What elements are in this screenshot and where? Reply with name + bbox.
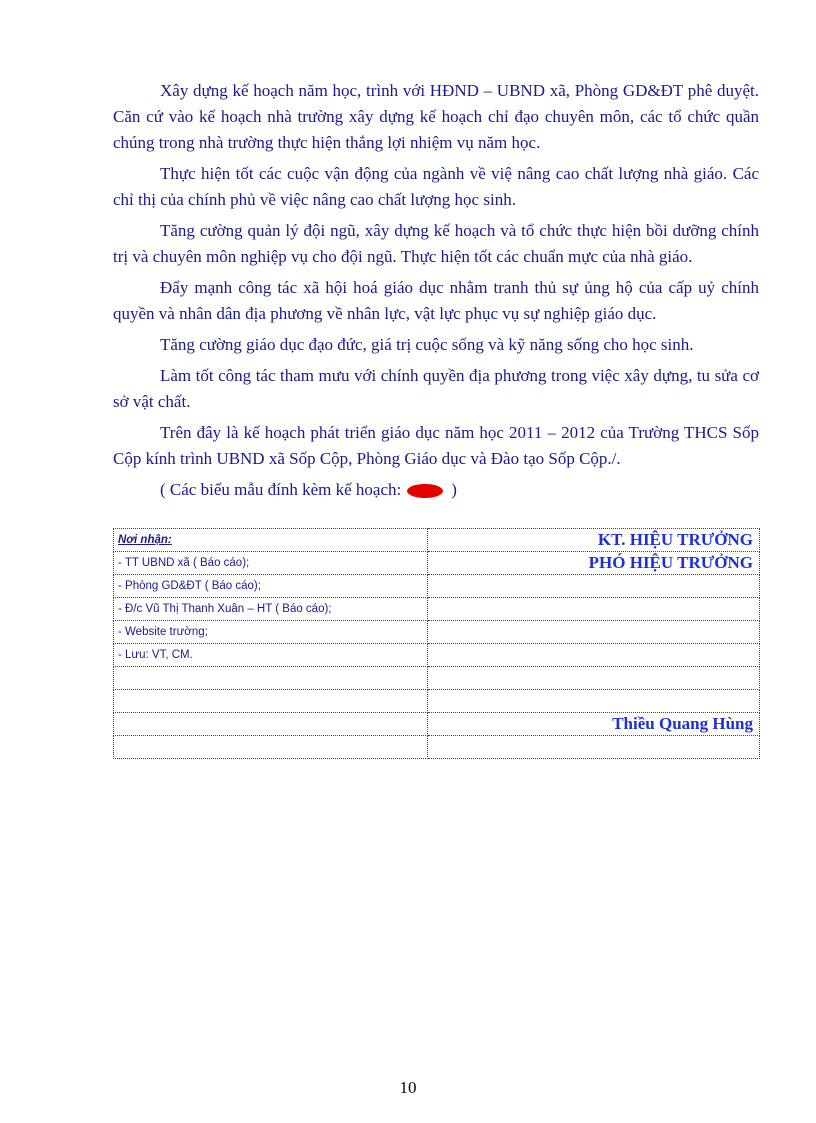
recipient-item: - Website trường; <box>114 621 428 644</box>
paragraph-planning: Xây dựng kế hoạch năm học, trình với HĐND – UBND xã, Phòng GD&ĐT phê duyệt. Căn cứ vào kế hoạch nhà trường xây dựng kế hoạch chỉ đạo chuyên môn, các tổ chức quần chúng trong nhà trường thực hiện thắng lợi nhiệm vụ năm học. <box>113 81 759 152</box>
recipient-item: - Phòng GD&ĐT ( Báo cáo); <box>114 575 428 598</box>
signature-title-line1: KT. HIỆU TRƯỞNG <box>428 529 760 552</box>
empty-cell <box>428 690 760 713</box>
table-row <box>114 667 760 690</box>
attachment-note <box>113 477 759 503</box>
table-row <box>114 644 760 667</box>
table-row <box>114 552 760 575</box>
paragraph-moral-education: Tăng cường giáo dục đạo đức, giá trị cuộc sống và kỹ năng sống cho học sinh. <box>160 335 694 354</box>
signer-name: Thiều Quang Hùng <box>428 713 760 736</box>
recipient-item: - Lưu: VT, CM. <box>114 644 428 667</box>
empty-cell <box>114 667 428 690</box>
table-row <box>114 575 760 598</box>
table-row <box>114 713 760 736</box>
table-row <box>114 736 760 759</box>
page-number: 10 <box>399 1078 417 1097</box>
table-row <box>114 529 760 552</box>
signature-table <box>113 528 760 759</box>
recipient-item: - Đ/c Vũ Thị Thanh Xuân – HT ( Báo cáo); <box>114 598 428 621</box>
paragraph-staff-management: Tăng cường quản lý đội ngũ, xây dựng kế hoạch và tổ chức thực hiện bồi dưỡng chính trị và chuyên môn nghiệp vụ cho đội ngũ. Thực hiện tốt các chuẩn mực của nhà giáo. <box>113 221 759 266</box>
paragraph-advisory: Làm tốt công tác tham mưu với chính quyền địa phương trong việc xây dựng, tu sửa cơ sở vật chất. <box>113 366 759 411</box>
empty-cell <box>114 736 428 759</box>
empty-cell <box>428 621 760 644</box>
empty-cell <box>428 644 760 667</box>
signature-title-line2: PHÓ HIỆU TRƯỞNG <box>428 552 760 575</box>
empty-cell <box>114 713 428 736</box>
paragraph-conclusion: Trên đây là kế hoạch phát triển giáo dục năm học 2011 – 2012 của Trường THCS Sốp Cộp kính trình UBND xã Sốp Cộp, Phòng Giáo dục và Đào tạo Sốp Cộp./. <box>113 423 759 468</box>
attachment-prefix: ( Các biểu mẫu đính kèm kế hoạch: <box>160 480 402 499</box>
empty-cell <box>428 575 760 598</box>
table-row <box>114 621 760 644</box>
recipients-heading: Nơi nhận: <box>114 529 428 552</box>
recipient-item: - TT UBND xã ( Báo cáo); <box>114 552 428 575</box>
table-row <box>114 598 760 621</box>
empty-cell <box>428 736 760 759</box>
paragraph-socialization: Đẩy mạnh công tác xã hội hoá giáo dục nhằm tranh thủ sự ủng hộ của cấp uỷ chính quyền và nhân dân địa phương về nhân lực, vật lực phục vụ sự nghiệp giáo dục. <box>113 278 759 323</box>
red-oval-icon[interactable] <box>407 484 443 498</box>
paragraph-campaigns: Thực hiện tốt các cuộc vận động của ngành về việ nâng cao chất lượng nhà giáo. Các chỉ thị của chính phủ về việc nâng cao chất lượng học sinh. <box>113 164 759 209</box>
empty-cell <box>428 598 760 621</box>
attachment-suffix: ) <box>451 480 457 499</box>
document-body <box>113 78 759 512</box>
empty-cell <box>114 690 428 713</box>
empty-cell <box>428 667 760 690</box>
table-row <box>114 690 760 713</box>
